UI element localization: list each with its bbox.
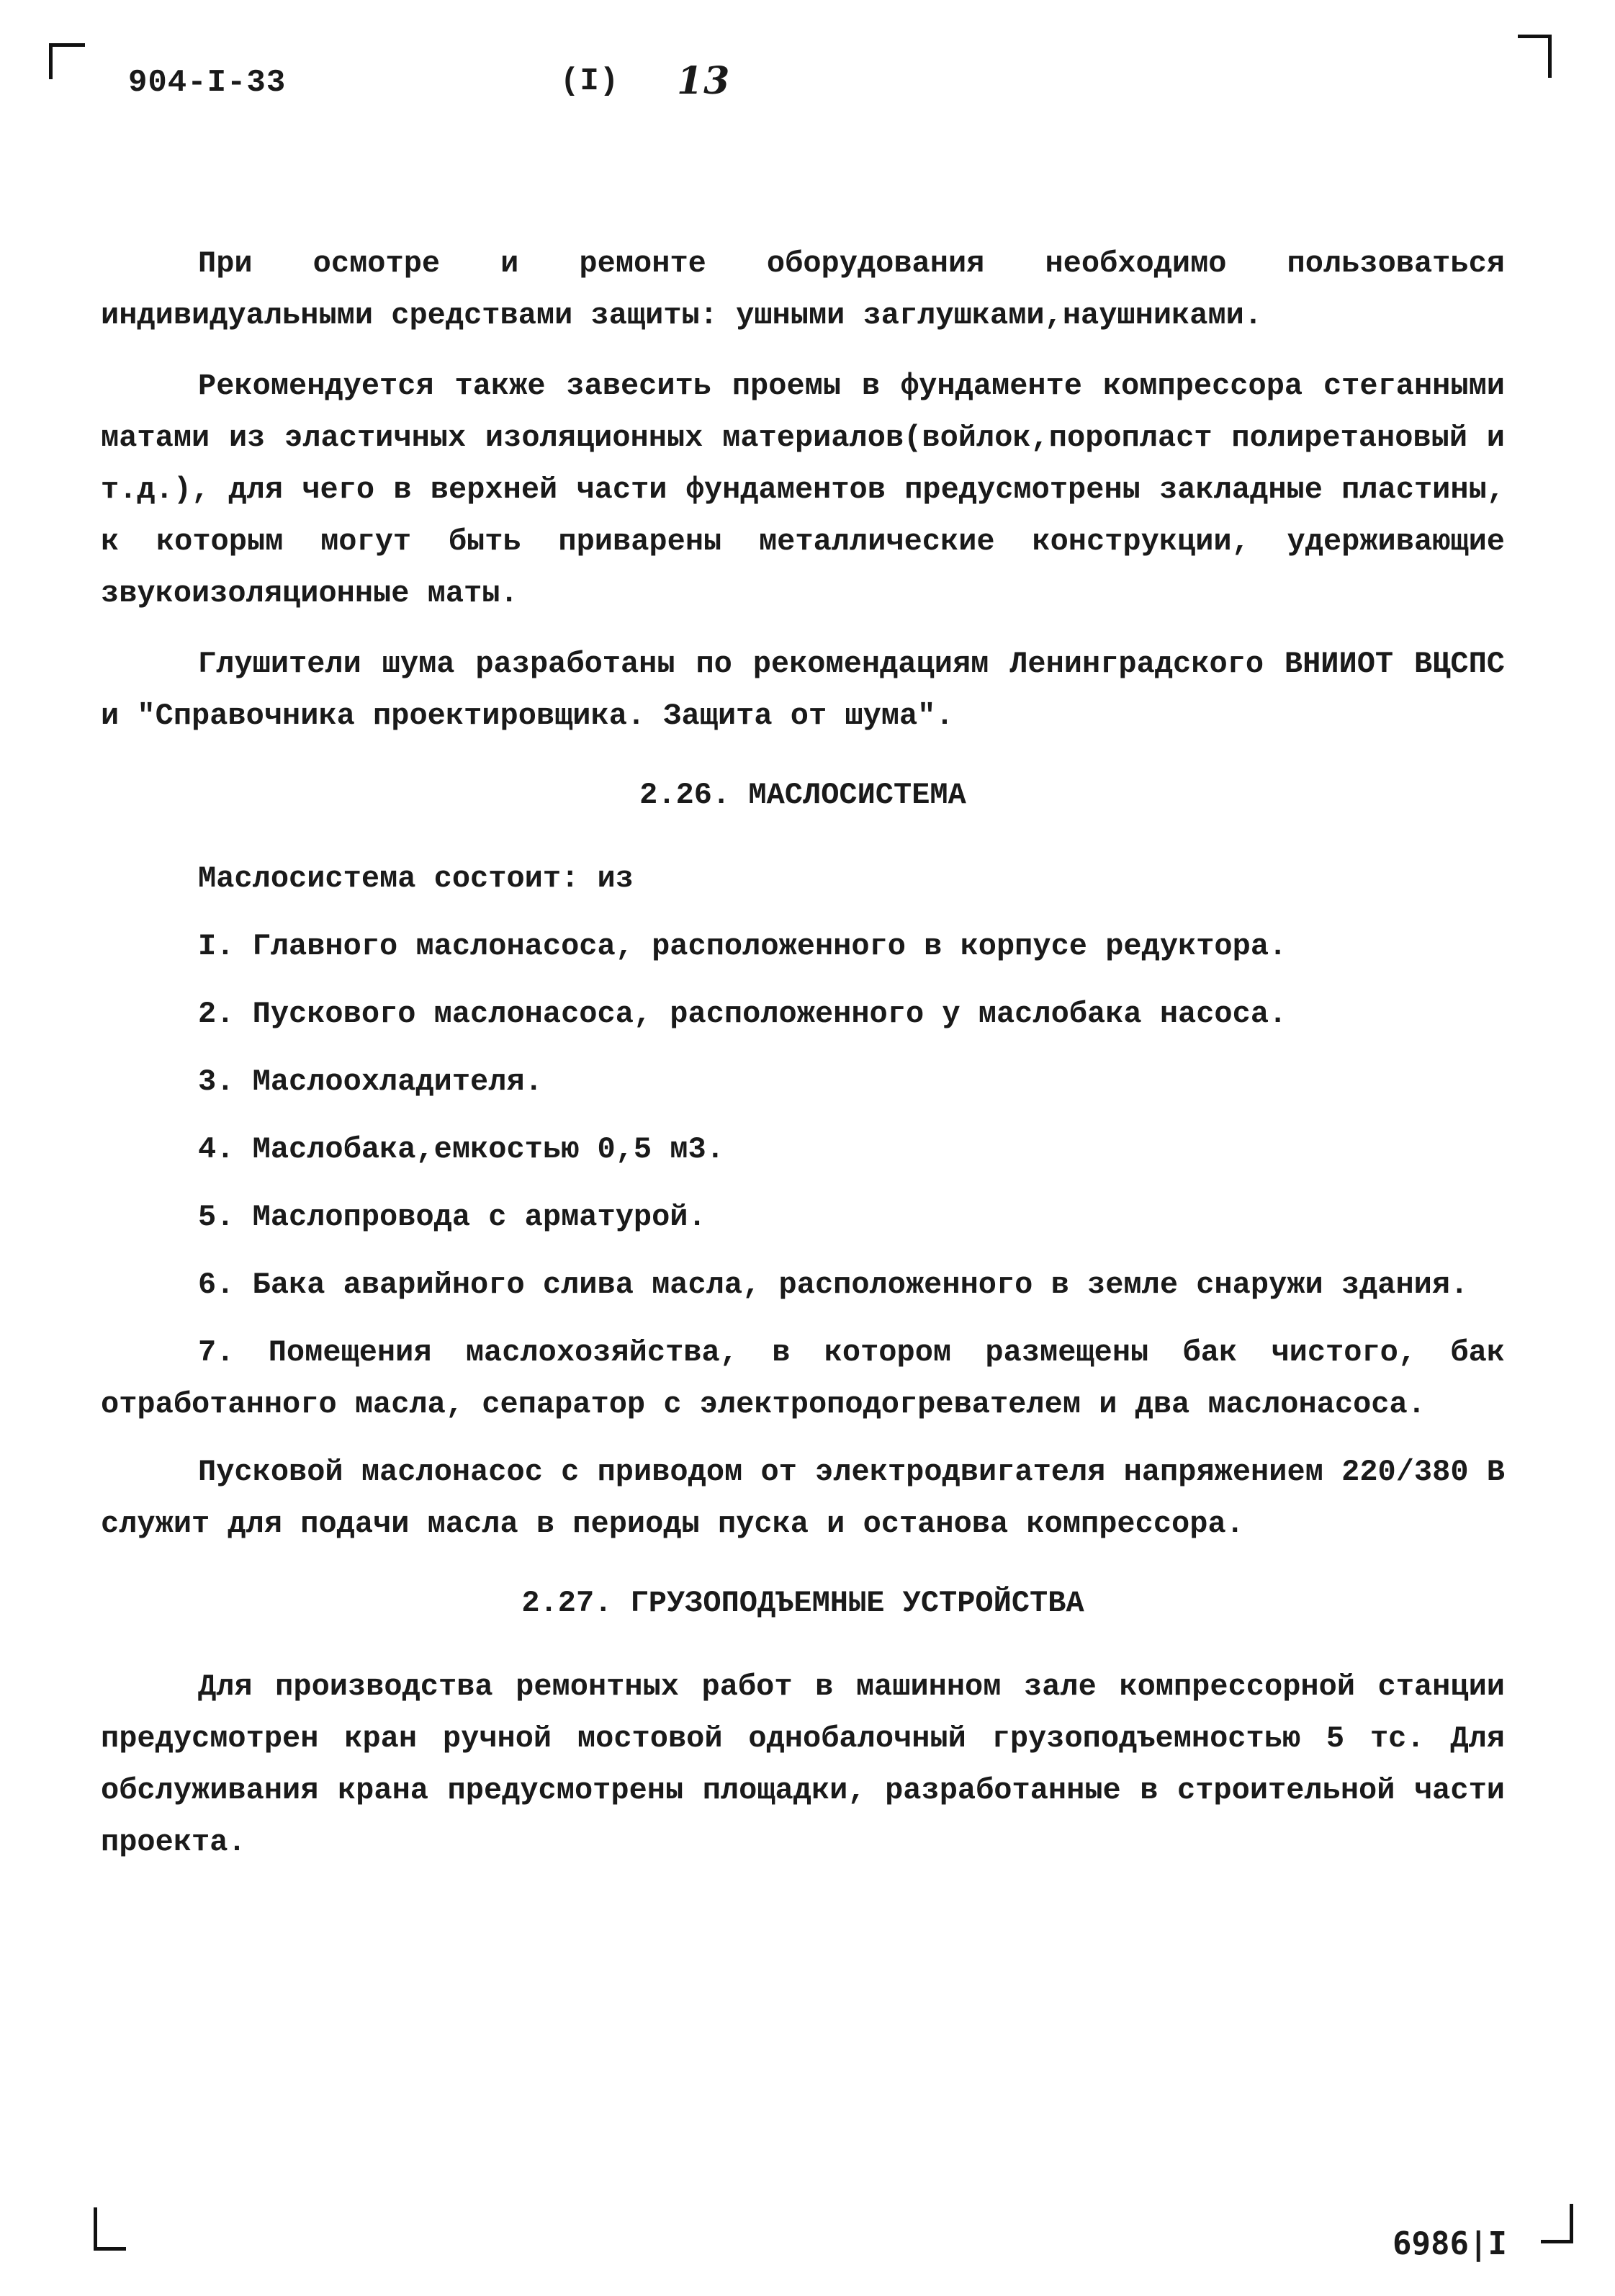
oil-system-intro: Маслосистема состоит: из <box>198 861 634 896</box>
section-title-oil-system: 2.26. МАСЛОСИСТЕМА <box>639 778 966 812</box>
list-item: 4. Маслобака,емкостью 0,5 м3. <box>198 1132 724 1167</box>
list-item: 2. Пускового маслонасоса, расположенного у маслобака насоса. <box>198 997 1287 1031</box>
crop-mark-top-left-h <box>49 43 85 47</box>
crop-mark-top-left-v <box>49 43 53 79</box>
list-item: 3. Маслоохладителя. <box>198 1064 543 1099</box>
paragraph-start-pump: Пусковой маслонасос с приводом от электродвигателя напряжением 220/380 В служит для подачи масла в периоды пуска и останова компрессора. <box>101 1455 1505 1541</box>
list-item: 7. Помещения маслохозяйства, в котором размещены бак чистого, бак отработанного масла, сепаратор с электроподогревателем и два маслонасоса. <box>101 1335 1505 1422</box>
document-code: 904-I-33 <box>128 65 287 101</box>
page-body <box>101 238 1505 1887</box>
list-item: I. Главного маслонасоса, расположенного в корпусе редуктора. <box>198 929 1287 964</box>
crop-mark-bottom-left-v <box>94 2207 97 2251</box>
paragraph-protection: При осмотре и ремонте оборудования необходимо пользоваться индивидуальными средствами защиты: ушными заглушками,наушниками. <box>101 246 1505 333</box>
crop-mark-top-right-v <box>1548 35 1552 78</box>
paragraph-mats: Рекомендуется также завесить проемы в фундаменте компрессора стеганными матами из эластичных изоляционных материалов(войлок,поропласт полиретановый и т.д.), для чего в верхней части фундаментов предусмотрены закладные пластины, к которым могут быть приварены металлические конструкции, удерживающие звукоизоляционные маты. <box>101 369 1505 611</box>
volume-number: (I) <box>560 63 620 99</box>
paragraph-crane: Для производства ремонтных работ в машинном зале компрессорной станции предусмотрен кран ручной мостовой однобалочный грузоподъемностью 5 тс. Для обслуживания крана предусмотрены площадки, разработанные в строительной части проекта. <box>101 1669 1505 1860</box>
crop-mark-bottom-right-v <box>1570 2204 1573 2243</box>
list-item: 5. Маслопровода с арматурой. <box>198 1200 706 1234</box>
page-number: 13 <box>677 59 731 103</box>
section-title-lifting-devices: 2.27. ГРУЗОПОДЪЕМНЫЕ УСТРОЙСТВА <box>521 1586 1084 1620</box>
footer-number: 6986|I <box>1393 2225 1507 2262</box>
list-item: 6. Бака аварийного слива масла, расположенного в земле снаружи здания. <box>198 1268 1469 1302</box>
crop-mark-top-right-h <box>1518 35 1552 38</box>
crop-mark-bottom-right-h <box>1541 2240 1573 2243</box>
crop-mark-bottom-left-h <box>94 2247 126 2251</box>
paragraph-silencers: Глушители шума разработаны по рекомендациям Ленинградского ВНИИОТ ВЦСПС и "Справочника проектировщика. Защита от шума". <box>101 647 1505 733</box>
